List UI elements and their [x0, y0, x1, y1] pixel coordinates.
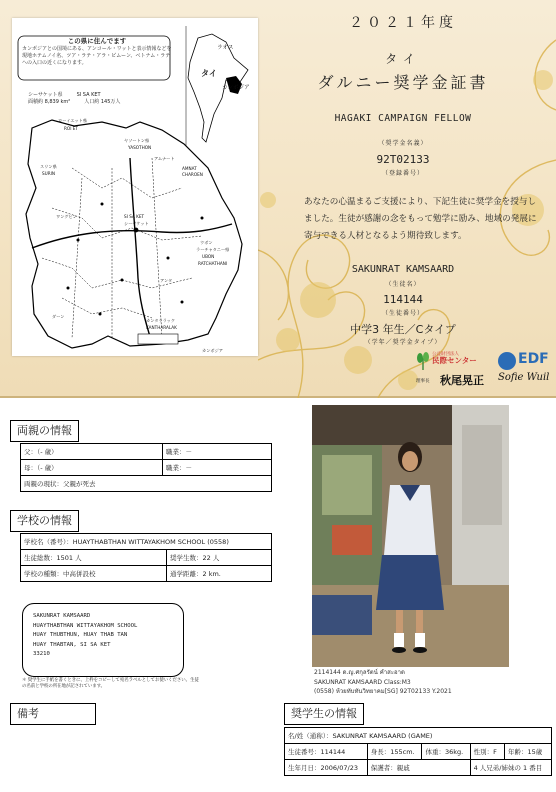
- table-row: [21, 460, 272, 476]
- province-map-card: [12, 18, 258, 356]
- edf-logo: [498, 350, 552, 372]
- table-row: [21, 550, 272, 566]
- scholarship-students-cell: 奨学生数：22 人: [167, 550, 272, 566]
- weight-cell: 体重：36kg.: [422, 744, 470, 760]
- province-meta: [28, 92, 188, 106]
- map-header-text: カンボジアとの国境にある、アンコール・ワットと表示情報などを現地ホテムノイ名、ツア・ラテ・アラ・ピムーン、ベトナム・ラテへの入口の近くになります。: [22, 46, 172, 66]
- birthdate-cell: 生年月日：2006/07/23: [285, 760, 368, 776]
- map-label: RATCHATHANI: [198, 261, 228, 266]
- map-label: シーサケット: [124, 221, 149, 226]
- address-note: ＊ 奨学生に手紙を書くときに、上枠をコピーして宛名ラベルとしてお使いください。生徒の名前と学校の所在地が記されています。: [22, 678, 199, 689]
- student-info-table: [284, 727, 552, 776]
- map-label: AMNAT: [182, 166, 197, 171]
- student-name-caption: （生徒名）: [385, 281, 421, 288]
- total-students-cell: 生徒総数：1501 人: [21, 550, 167, 566]
- guardian-cell: 保護者：親戚: [367, 760, 470, 776]
- gender-cell: 性別：F: [470, 744, 504, 760]
- edf-signature: Sofie Wuil: [498, 372, 550, 383]
- student-number: 114144: [383, 293, 423, 306]
- student-name-cell: 名/姓（通称）：SAKUNRAT KAMSAARD (GAME): [285, 728, 552, 744]
- map-label: YASOTHON: [128, 145, 152, 150]
- student-name: SAKUNRAT KAMSAARD: [351, 264, 455, 275]
- mother-job-cell: 職業：－: [163, 460, 272, 476]
- map-label: ダーン: [52, 314, 65, 319]
- address-line: HUAY THABTAN, SI SA KET: [33, 641, 111, 648]
- table-row: [21, 566, 272, 582]
- map-label: ラーチャタニー県: [196, 247, 230, 252]
- school-table: [20, 533, 272, 582]
- map-label: ウボン: [200, 240, 213, 245]
- map-header-title: この県に住んでます: [67, 37, 127, 45]
- map-label: SURIN: [42, 171, 56, 176]
- map-label: ローイエット県: [58, 118, 88, 123]
- minkan-name: 民際センター: [432, 356, 477, 365]
- certificate-title: ダルニー奨学金証書: [317, 73, 489, 92]
- population-label: 人口約 145万人: [84, 99, 121, 105]
- cambodia-bottom-label: カンボジア: [202, 348, 223, 353]
- edf-text: EDF: [518, 351, 549, 367]
- mother-cell: 母：（- 歳）: [21, 460, 163, 476]
- cambodia-label: カンボジア: [222, 85, 250, 91]
- distance-cell: 通学距離：2 km.: [167, 566, 272, 582]
- height-cell: 身長：155cm.: [367, 744, 422, 760]
- map-label: ヤソートン県: [124, 138, 150, 143]
- minkan-center-logo: [412, 350, 482, 372]
- province-map: [12, 18, 258, 356]
- scholarship-name-caption: （奨学金名義）: [378, 140, 428, 147]
- school-name-cell: 学校名（番号）：HUAYTHABTHAN WITTAYAKHOM SCHOOL (0558): [21, 534, 272, 550]
- map-label: ROI ET: [64, 126, 78, 131]
- address-line: SAKUNRAT KAMSAARD: [33, 613, 91, 619]
- minkan-small-text: 公益財団法人: [432, 352, 459, 357]
- map-label: CHAROEN: [182, 172, 203, 177]
- father-job-cell: 職業：－: [163, 444, 272, 460]
- photo-caption-line: (0558) ห้วยทับทันวิทยาคม[SG] 92T02133 Y.2021: [314, 688, 452, 695]
- province-label: シーサケット県: [28, 92, 63, 98]
- parents-table: [20, 443, 272, 492]
- scholarship-number-caption: （登録番号）: [381, 170, 424, 177]
- thailand-label: タイ: [201, 69, 217, 78]
- siblings-cell: 4 人兄弟/姉妹の 1 番目: [470, 760, 551, 776]
- address-line: HUAY THUBTHUN, HUAY THAB TAN: [33, 632, 128, 639]
- map-label: スリン県: [40, 164, 57, 169]
- map-label: アムナート: [154, 156, 175, 161]
- province-value: SI SA KET: [76, 92, 101, 98]
- student-photo: [312, 405, 509, 667]
- grade-type-caption: （学年／奨学金タイプ）: [364, 339, 442, 346]
- laos-label: ラオス: [217, 45, 234, 51]
- table-row: [21, 476, 272, 492]
- photo-caption: [314, 668, 534, 697]
- leaf-icon: [416, 352, 430, 370]
- map-label: カンタララック: [146, 318, 176, 323]
- table-row: [21, 534, 272, 550]
- father-cell: 父：（- 歳）: [21, 444, 163, 460]
- photo-caption-line: 2114144 ด.ญ.ศกุลรัตน์ คำสะอาด: [314, 669, 405, 676]
- grade-type: 中学3 年生／Cタイプ: [350, 323, 456, 336]
- address-line: 33210: [33, 651, 50, 658]
- school-heading: 学校の情報: [10, 510, 79, 532]
- table-row: [21, 444, 272, 460]
- table-row: [285, 728, 552, 744]
- student-number-caption: （生徒番号）: [381, 310, 424, 317]
- remarks-heading: 備考: [10, 703, 96, 725]
- age-cell: 年齢：15歳: [505, 744, 552, 760]
- map-label: SI SA KET: [124, 214, 145, 219]
- map-label: ワングヒン: [56, 214, 77, 219]
- certificate-body: あなたの心温まるご支援により、下記生徒に奨学金を授与しました。生徒が感謝の念をもって勉学に励み、地域の発展に寄与できる人材となるよう期待致します。: [304, 197, 537, 241]
- signature-label: 理事長: [416, 379, 430, 384]
- scholarship-number: 92T02133: [376, 153, 430, 166]
- parents-status-cell: 両親の現状：父親が死去: [21, 476, 272, 492]
- table-row: [285, 744, 552, 760]
- certificate-year: ２０２１年度: [349, 15, 457, 31]
- student-number-cell: 生徒番号：114144: [285, 744, 368, 760]
- scholarship-name: HAGAKI CAMPAIGN FELLOW: [334, 113, 472, 124]
- map-header: [22, 38, 172, 67]
- parents-heading: 両親の情報: [10, 420, 79, 442]
- certificate-country: タイ: [385, 52, 421, 66]
- address-line: HUAYTHABTHAN WITTAYAKHOM SCHOOL: [33, 622, 138, 629]
- map-label: KANTHARALAK: [146, 325, 177, 330]
- photo-caption-line: SAKUNRAT KAMSAARD Class:M3: [314, 678, 411, 686]
- chairman-signature: 秋尾晃正: [440, 374, 484, 387]
- area-label: 面積約 8,839 km²: [28, 99, 71, 105]
- globe-icon: [498, 352, 516, 370]
- school-type-cell: 学校の種類：中高併設校: [21, 566, 167, 582]
- student-info-heading: 奨学生の情報: [284, 703, 364, 725]
- map-label: UBON: [202, 254, 215, 259]
- map-label: アンタ: [160, 278, 173, 283]
- address-label-box: [22, 603, 184, 677]
- table-row: [285, 760, 552, 776]
- organization-logos: [412, 350, 552, 394]
- student-photo-image: [312, 405, 509, 667]
